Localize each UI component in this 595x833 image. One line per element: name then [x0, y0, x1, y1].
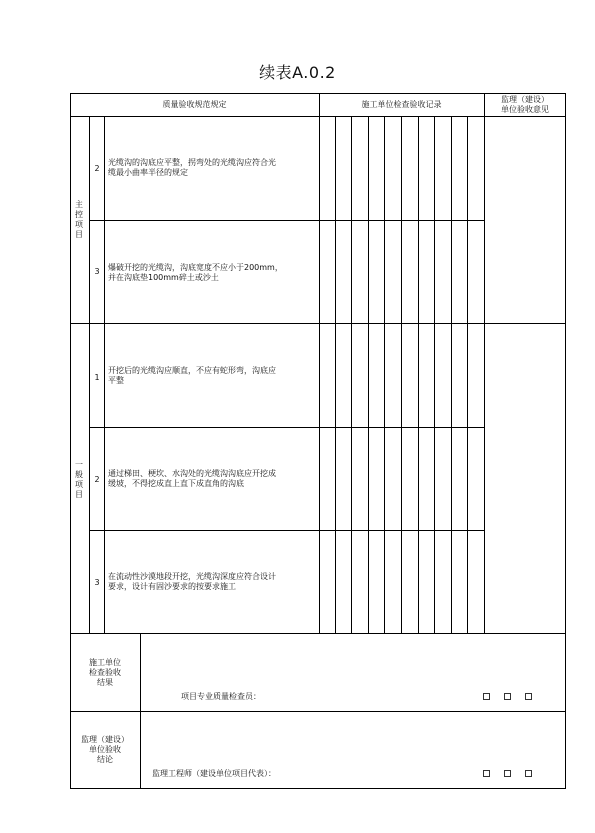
- construction-unit-label-line1: 施工单位: [89, 658, 121, 667]
- date-box[interactable]: [504, 770, 511, 777]
- general-item-desc-line1: 在流动性沙漠地段开挖，光缆沟深度应符合设计: [108, 572, 276, 581]
- general-group-label: 一般项目: [75, 460, 83, 499]
- main-item-desc-line2: 并在沟底垫100mm碎土或沙土: [108, 273, 219, 282]
- quality-inspector-label: 项目专业质量检查员：: [181, 692, 261, 701]
- general-item-desc-line2: 缓坡，不得挖成直上直下成直角的沟底: [108, 479, 244, 488]
- page-title: 续表A.0.2: [259, 63, 336, 82]
- supervisor-header-line2: 单位验收意见: [501, 105, 549, 114]
- date-box[interactable]: [483, 693, 490, 700]
- record-header: 施工单位检查验收记录: [361, 100, 442, 109]
- spec-header: 质量验收规范规定: [162, 100, 227, 109]
- supervising-engineer-label: 监理工程师（建设单位项目代表）：: [152, 769, 276, 778]
- general-item-number: 2: [94, 475, 100, 484]
- general-item-desc-line2: 要求，设计有固沙要求的按要求施工: [108, 582, 236, 591]
- date-box[interactable]: [504, 693, 511, 700]
- general-item-desc-line1: 通过梯田、梗坎、水沟处的光缆沟沟底应开挖成: [108, 469, 276, 478]
- construction-unit-label-line3: 结果: [97, 678, 113, 687]
- general-item-number: 1: [94, 373, 100, 382]
- supervisor-date-boxes: [476, 769, 539, 779]
- supervisor-unit-label-line2: 单位验收: [89, 745, 121, 754]
- main-item-desc-line1: 爆破开挖的光缆沟，沟底宽度不应小于200mm，: [108, 263, 283, 272]
- date-box[interactable]: [525, 770, 532, 777]
- inspection-table: [70, 93, 566, 789]
- supervisor-header-line1: 监理（建设）: [501, 95, 549, 104]
- main-item-desc-line1: 光缆沟的沟底应平整，拐弯处的光缆沟应符合光: [108, 158, 276, 167]
- main-item-desc-line2: 缆最小曲率半径的规定: [108, 168, 188, 177]
- supervisor-unit-label-line1: 监理（建设）: [81, 735, 129, 744]
- construction-date-boxes: [476, 692, 539, 702]
- main-item-number: 2: [94, 164, 100, 173]
- main-control-group-label: 主控项目: [75, 200, 83, 239]
- general-item-number: 3: [94, 578, 100, 587]
- main-item-number: 3: [94, 267, 100, 276]
- general-item-desc-line2: 平整: [108, 376, 124, 385]
- construction-unit-label-line2: 检查验收: [89, 668, 121, 677]
- date-box[interactable]: [483, 770, 490, 777]
- general-item-desc-line1: 开挖后的光缆沟应顺直，不应有蛇形弯，沟底应: [108, 366, 276, 375]
- supervisor-unit-label-line3: 结论: [97, 755, 113, 764]
- date-box[interactable]: [525, 693, 532, 700]
